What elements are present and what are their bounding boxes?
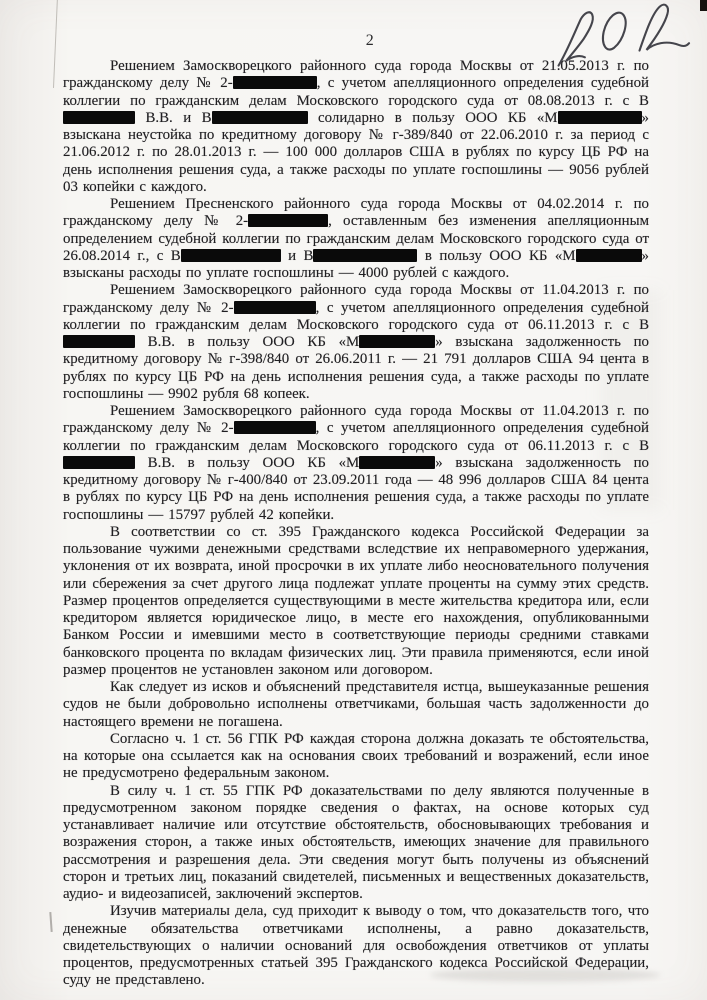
redaction-bar [63,335,135,348]
redaction-bar [234,301,316,314]
redaction-bar [212,111,308,124]
redaction-bar [233,76,317,89]
redaction-bar [576,249,642,262]
scan-corner-mark [700,0,707,11]
paragraph: В силу ч. 1 ст. 55 ГПК РФ доказательствами по делу являются полученные в предусмотренном законом порядке сведения о фактах, на основе которых суд устанавливает наличие или отсутствие обстоятельств, обосновывающих требования и возражения сторон, а также иных обстоятельств, имеющих значение для правильного рассмотрения и разрешения дела. Эти сведения могут быть получены из объяснений сторон и третьих лиц, показаний свидетелей, письменных и вещественных доказательств, аудио- и видеозаписей, заключений экспертов. [63,782,649,902]
redaction-bar [248,214,328,227]
redaction-bar [63,111,135,124]
paragraph: В соответствии со ст. 395 Гражданского кодекса Российской Федерации за пользование чужими денежными средствами вследствие их неправомерного удержания, уклонения от их возврата, иной просрочки в их уплате либо неосновательного получения или сбережения за счет другого лица подлежат уплате проценты на сумму этих средств. Размер процентов определяется существующими в месте жительства кредитора или, если кредитором является юридическое лицо, в месте его нахождения, опубликованными Банком России и имевшими место в соответствующие периоды средними ставками банковского процента по вкладам физических лиц. Эти правила применяются, если иной размер процентов не установлен законом или договором. [63,523,649,678]
redaction-bar [313,249,417,262]
redaction-bar [234,421,316,434]
document-body [63,58,649,990]
paragraph: Как следует из исков и объяснений представителя истца, вышеуказанные решения судов не были добровольно исполнены ответчиками, большая часть задолженности до настоящего времени не погашена. [63,679,649,730]
paragraph: Изучив материалы дела, суд приходит к выводу о том, что доказательств того, что денежные обязательства ответчиками исполнены, а равно доказательств, свидетельствующих о наличии оснований для освобождения ответчиков от уплаты процентов, предусмотренных статьей 395 Гражданского кодекса Российской Федерации, суду не представлено. [63,903,649,989]
paragraph: Решением Замоскворецкого районного суда города Москвы от 11.04.2013 г. по гражданскому делу № 2- , с учетом апелляционного определения судебной коллегии по гражданским делам Московского городского суда от 06.11.2013 г. с В В.В. в пользу ООО КБ «М » взыскана задолженность по кредитному договору № г-400/840 от 23.09.2011 года — 48 996 долларов США 84 цента в рублях по курсу ЦБ РФ на день исполнения решения суда, а также расходы по уплате госпошлины — 15797 рублей 42 копейки. [63,403,649,523]
paragraph: Согласно ч. 1 ст. 56 ГПК РФ каждая сторона должна доказать те обстоятельства, на которые она ссылается как на основания своих требований и возражений, если иное не предусмотрено федеральным законом. [63,730,649,782]
page-number: 2 [365,32,375,49]
redaction-bar [359,456,435,469]
paragraph: Решением Замоскворецкого районного суда города Москвы от 21.05.2013 г. по гражданскому делу № 2- , с учетом апелляционного определения судебной коллегии по гражданским делам Московского городского суда от 08.08.2013 г. с В В.В. и В солидарно в пользу ООО КБ «М » взыскана неустойка по кредитному договору № г-389/840 от 22.06.2010 г. за период с 21.06.2012 г. по 28.01.2013 г. — 100 000 долларов США в рублях по курсу ЦБ РФ на день исполнения решения суда, а также расходы по уплате госпошлины — 9056 рублей 03 копейки с каждого. [63,58,649,195]
redaction-bar [558,111,642,124]
scan-edge-tick [49,912,52,932]
redaction-bar [63,456,135,469]
redaction-bar [181,249,281,262]
paragraph: Решением Пресненского районного суда города Москвы от 04.02.2014 г. по гражданскому делу № 2- , оставленным без изменения апелляционным определением судебной коллегии по гражданским делам Московского городского суда от 26.08.2014 г., с В и В в пользу ООО КБ «М » взысканы расходы по уплате госпошлины — 4000 рублей с каждого. [63,196,649,281]
redaction-bar [359,335,435,348]
paragraph: Решением Замоскворецкого районного суда города Москвы от 11.04.2013 г. по гражданскому делу № 2- , с учетом апелляционного определения судебной коллегии по гражданским делам Московского городского суда от 06.11.2013 г. с В В.В. в пользу ООО КБ «М » взыскана задолженность по кредитному договору № г-398/840 от 26.06.2011 г. — 21 791 долларов США 94 цента в рублях по курсу ЦБ РФ на день исполнения решения суда, а также расходы по уплате госпошлины — 9902 рубля 68 копеек. [63,282,649,402]
